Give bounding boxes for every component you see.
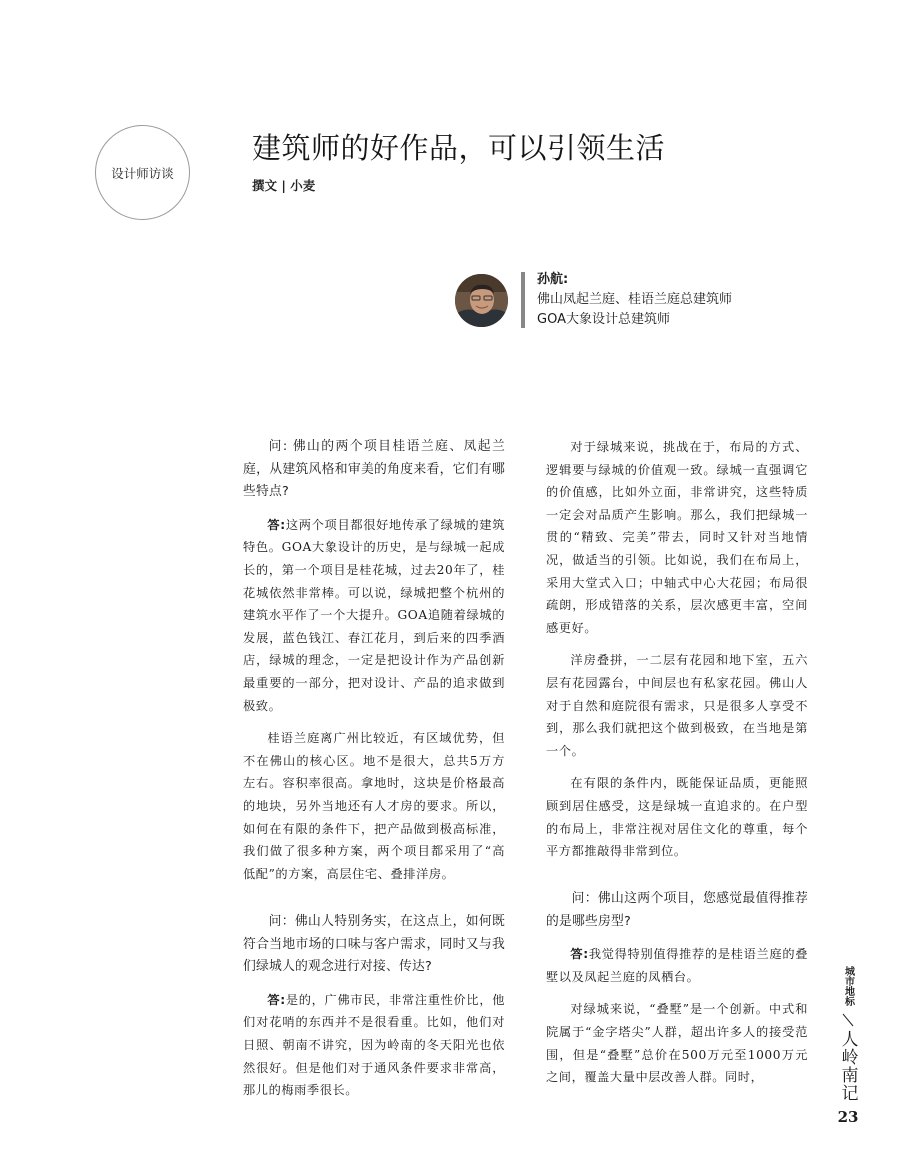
page-number: 23 xyxy=(837,1108,859,1126)
author-portrait xyxy=(455,274,508,327)
paragraph-right-4: 对绿城来说，“叠墅”是一个创新。中式和院属于“金字塔尖”人群，超出许多人的接受范围，但是“叠墅”总价在500万元至1000万元之间，覆盖大量中层改善人群。同时， xyxy=(546,1002,808,1085)
byline: 撰文 | 小麦 xyxy=(252,178,316,193)
author-profile xyxy=(537,270,732,330)
section-badge xyxy=(95,125,190,220)
profile-accent-bar xyxy=(521,272,525,328)
question-1: 问: 佛山的两个项目桂语兰庭、凤起兰庭，从建筑风格和审美的角度来看，它们有哪些特点? xyxy=(243,439,505,500)
column-right-bottom xyxy=(546,888,808,1099)
answer-2-text: 是的，广佛市民，非常注重性价比，他们对花哨的东西并不是很看重。比如，他们对日照、朝南不讲究，因为岭南的冬天阳光也依然很好。但是他们对于通风条件要求非常高，那儿的梅雨季很长。 xyxy=(243,992,505,1098)
paragraph-right-1: 对于绿城来说，挑战在于，布局的方式、逻辑要与绿城的价值观一致。绿城一直强调它的价值感，比如外立面，非常讲究，这些特质一定会对品质产生影响。那么，我们把绿城一贯的“精致、完美”带去，同时又针对当地情况，做适当的引领。比如说，我们在布局上，采用大堂式入口；中轴式中心大花园；布局很疏朗，形成错落的关系，层次感更丰富，空间感更好。 xyxy=(546,440,808,635)
column-right-top xyxy=(546,436,808,873)
answer-2 xyxy=(243,989,505,1102)
column-left-top xyxy=(243,436,505,895)
answer-3-text: 我觉得特别值得推荐的是桂语兰庭的叠墅以及凤起兰庭的凤栖台。 xyxy=(546,947,808,984)
author-name: 孙航: xyxy=(537,272,569,287)
column-left-bottom xyxy=(243,911,505,1112)
slash-divider-icon xyxy=(842,1012,854,1028)
answer-1 xyxy=(243,514,505,717)
paragraph-right-3: 在有限的条件内，既能保证品质，更能照顾到居住感受，这是绿城一直追求的。在户型的布局上，非常注视对居住文化的尊重，每个平方都推敲得非常到位。 xyxy=(546,776,808,859)
section-label: 城市地标 xyxy=(842,966,854,1006)
magazine-name: 人岭南记 xyxy=(837,1030,858,1102)
answer-3-lead: 答: xyxy=(570,947,589,962)
answer-2-lead: 答: xyxy=(267,992,286,1007)
answer-3 xyxy=(546,943,808,988)
paragraph-right-2: 洋房叠拼，一二层有花园和地下室，五六层有花园露台，中间层也有私家花园。佛山人对于自然和庭院很有需求，只是很多人享受不到，那么我们就把这个做到极致，在当地是第一个。 xyxy=(546,653,808,758)
author-role-1: 佛山凤起兰庭、桂语兰庭总建筑师 xyxy=(537,292,733,307)
question-3: 问：佛山这两个项目，您感觉最值得推荐的是哪些房型? xyxy=(546,891,808,929)
author-role-2: GOA大象设计总建筑师 xyxy=(537,312,670,327)
paragraph-left-2: 桂语兰庭离广州比较近，有区域优势，但不在佛山的核心区。地不是很大，总共5万方左右。容积率很高。拿地时，这块是价格最高的地块，另外当地还有人才房的要求。所以，如何在有限的条件下，把产品做到极高标准，我们做了很多种方案，两个项目都采用了“高低配”的方案，高层住宅、叠排洋房。 xyxy=(243,731,505,881)
section-badge-label: 设计师访谈 xyxy=(111,165,174,181)
article-title: 建筑师的好作品，可以引领生活 xyxy=(252,131,666,165)
question-2: 问：佛山人特别务实，在这点上，如何既符合当地市场的口味与客户需求，同时又与我们绿城人的观念进行对接、传达? xyxy=(243,914,505,975)
answer-1-lead: 答: xyxy=(267,517,286,532)
answer-1-text: 这两个项目都很好地传承了绿城的建筑特色。GOA大象设计的历史，是与绿城一起成长的，第一个项目是桂花城，过去20年了，桂花城依然非常棒。可以说，绿城把整个杭州的建筑水平作了一个大提升。GOA追随着绿城的发展，蓝色钱江、春江花月，到后来的四季酒店，绿城的理念，一定是把设计作为产品创新最重要的一部分，把对设计、产品的追求做到极致。 xyxy=(243,517,505,713)
page-sidebar xyxy=(836,966,860,1126)
portrait-photo-icon xyxy=(455,274,508,327)
